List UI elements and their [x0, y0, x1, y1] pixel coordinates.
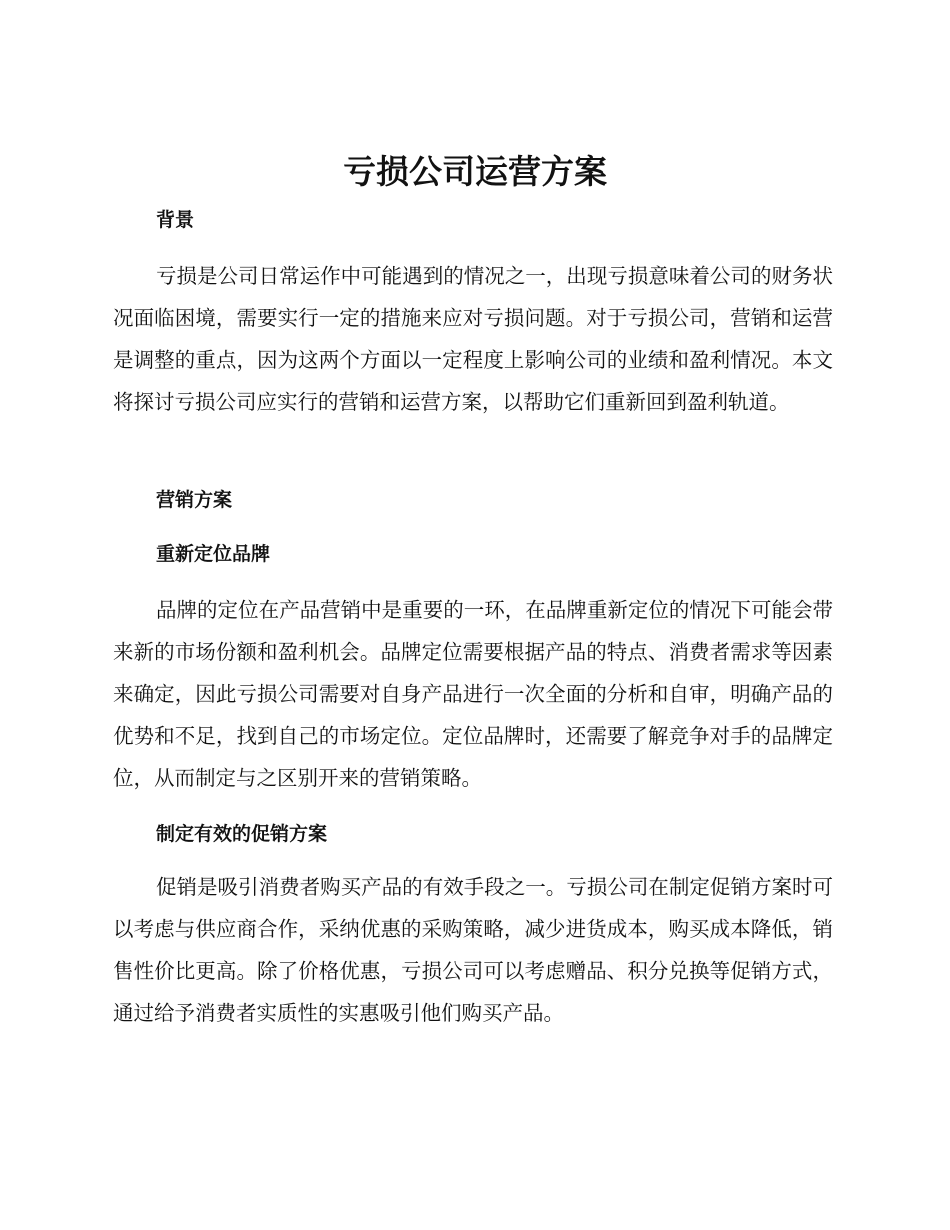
document-title: 亏损公司运营方案	[343, 152, 607, 191]
paragraph-background: 亏损是公司日常运作中可能遇到的情况之一，出现亏损意味着公司的财务状况面临困境，需要实行一定的措施来应对亏损问题。对于亏损公司，营销和运营是调整的重点，因为这两个方面以一定程度上影响公司的业绩和盈利情况。本文将探讨亏损公司应实行的营销和运营方案，以帮助它们重新回到盈利轨道。	[113, 264, 833, 414]
section-heading-promotion-plan: 制定有效的促销方案	[156, 823, 328, 845]
paragraph-reposition-brand: 品牌的定位在产品营销中是重要的一环，在品牌重新定位的情况下可能会带来新的市场份额和盈利机会。品牌定位需要根据产品的特点、消费者需求等因素来确定，因此亏损公司需要对自身产品进行一次全面的分析和自审，明确产品的优势和不足，找到自己的市场定位。定位品牌时，还需要了解竞争对手的品牌定位，从而制定与之区别开来的营销策略。	[113, 598, 833, 790]
section-heading-background: 背景	[156, 209, 195, 231]
paragraph-promotion-plan: 促销是吸引消费者购买产品的有效手段之一。亏损公司在制定促销方案时可以考虑与供应商合作，采纳优惠的采购策略，减少进货成本，购买成本降低，销售性价比更高。除了价格优惠，亏损公司可以考虑赠品、积分兑换等促销方式，通过给予消费者实质性的实惠吸引他们购买产品。	[113, 875, 833, 1025]
section-heading-marketing-plan: 营销方案	[156, 489, 233, 511]
section-heading-reposition-brand: 重新定位品牌	[156, 543, 271, 565]
